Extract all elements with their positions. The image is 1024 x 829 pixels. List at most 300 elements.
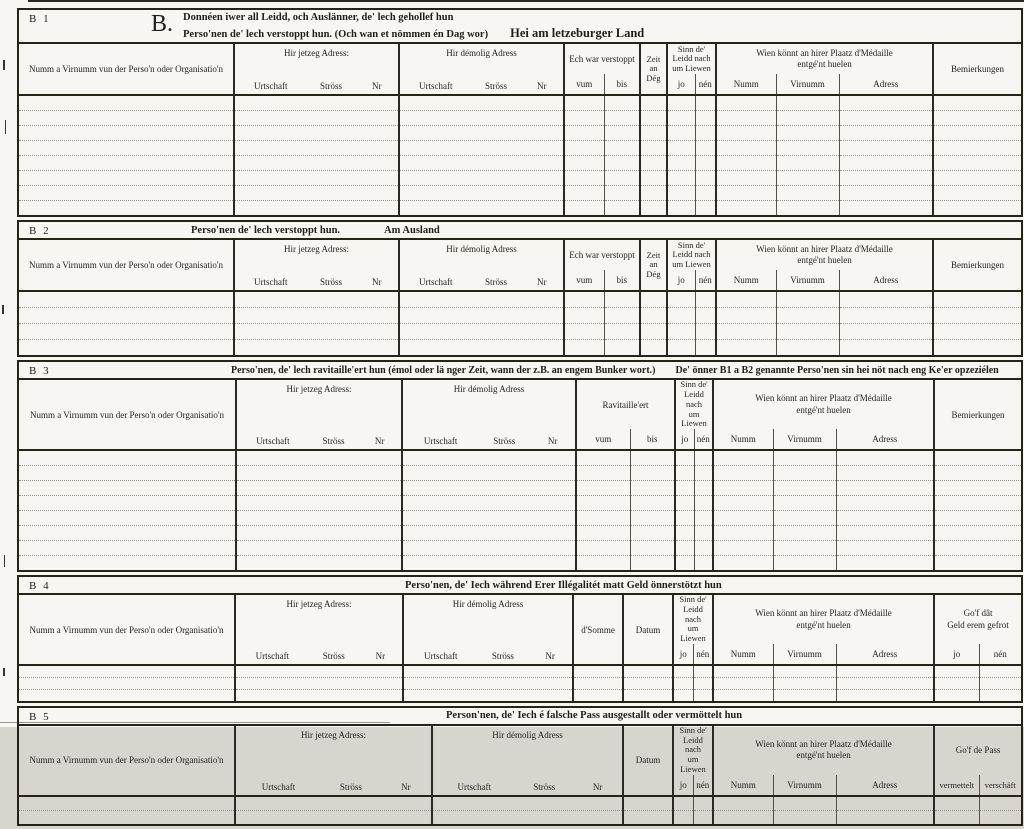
cell-adress (836, 689, 934, 701)
cell-virnumm (773, 677, 836, 689)
empty-form-row (19, 496, 1021, 511)
subcol-urtschaft: Urtschaft (457, 781, 491, 792)
subcol-numm: Numm (713, 429, 773, 450)
cell-name (19, 340, 234, 356)
section-id: B 2 (29, 225, 51, 238)
cell-datum (623, 810, 673, 824)
subcol-bis: bis (604, 270, 640, 291)
cell-bemierkungen (933, 126, 1021, 141)
cell-bemierkungen (934, 526, 1021, 541)
cell-adress (839, 95, 933, 111)
table-b4 (19, 595, 1021, 701)
col-header-demolig-adress: Hir démolig Adress Urtschaft Ströss Nr (432, 726, 623, 796)
cell-bemierkungen (933, 201, 1021, 216)
section-id: B 4 (29, 580, 51, 593)
col-header-zeit-an-deg: Zeit an Dég (640, 240, 667, 291)
col-header-bemierkungen: Bemierkungen (933, 240, 1021, 291)
cell-adress (839, 186, 933, 201)
col-header-sinn-leidd: Sinn de' Leidd nach um Liewen (667, 240, 716, 270)
section-id: B 1 (29, 13, 51, 25)
empty-form-row (19, 111, 1021, 126)
cell-demolig (399, 141, 564, 156)
cell-bis (630, 556, 675, 571)
subcol-nr: Nr (536, 277, 547, 288)
cell-jo (667, 201, 695, 216)
cell-bemierkungen (933, 141, 1021, 156)
cell-jo (675, 556, 694, 571)
col-header-wien-medaille: Wien könnt an hirer Plaatz d'Médaille entgé'nt huelen (713, 595, 934, 644)
cell-jetzeg (234, 126, 399, 141)
table-b5 (19, 726, 1021, 824)
empty-form-row (19, 95, 1021, 111)
cell-name (19, 665, 235, 678)
section-b2 (17, 220, 1023, 357)
cell-bemierkungen (934, 450, 1021, 466)
cell-demolig (399, 340, 564, 356)
cell-numm (716, 156, 776, 171)
cell-bis (604, 141, 640, 156)
cell-name (19, 496, 236, 511)
subcol-nr: Nr (547, 436, 558, 447)
empty-form-row (19, 541, 1021, 556)
cell-bemierkungen (933, 186, 1021, 201)
cell-numm (713, 689, 773, 701)
col-header-demolig-adress: Hir démolig Adress Urtschaft Ströss Nr (402, 380, 576, 450)
cell-nen (695, 186, 716, 201)
cell-vermettelt (934, 810, 979, 824)
col-header-sinn-leidd: Sinn de' Leidd nach um Liewen (675, 380, 713, 429)
margin-mark (3, 60, 5, 70)
subcol-numm: Numm (713, 775, 773, 796)
subcol-virnumm: Virnumm (776, 270, 839, 291)
cell-jetzeg (234, 141, 399, 156)
subcol-gof-jo: jo (934, 644, 979, 665)
subcol-nr: Nr (545, 650, 555, 661)
cell-jetzeg (234, 201, 399, 216)
cell-nen (693, 665, 713, 678)
section-note: Hei am letzeburger Land (510, 25, 645, 40)
cell-adress (839, 126, 933, 141)
col-header-verstoppt: Ech war verstoppt (564, 240, 640, 270)
cell-vum (564, 141, 604, 156)
cell-nen (695, 171, 716, 186)
cell-demolig (399, 156, 564, 171)
cell-bis (604, 308, 640, 324)
cell-bis (604, 324, 640, 340)
cell-jo (673, 689, 693, 701)
cell-gof-jo (934, 677, 979, 689)
cell-jetzeg (236, 541, 402, 556)
cell-nen (695, 126, 716, 141)
cell-jo (675, 511, 694, 526)
subcol-urtschaft: Urtschaft (253, 81, 288, 92)
cell-jo (675, 466, 694, 481)
cell-bis (630, 541, 675, 556)
cell-nen (693, 677, 713, 689)
cell-jo (675, 526, 694, 541)
empty-form-row (19, 665, 1021, 678)
cell-adress (836, 450, 934, 466)
empty-form-row (19, 466, 1021, 481)
cell-adress (836, 677, 934, 689)
cell-somme (573, 677, 623, 689)
demolig-label: Hir démolig Adress (446, 48, 517, 59)
cell-bemierkungen (934, 511, 1021, 526)
section-b1-title (19, 10, 1021, 44)
cell-nen (695, 324, 716, 340)
cell-vum (564, 126, 604, 141)
cell-adress (839, 156, 933, 171)
subcol-stross: Ströss (319, 277, 342, 288)
col-header-zeit-an-deg: Zeit an Dég (640, 44, 667, 95)
cell-numm (713, 796, 773, 811)
col-header-name: Numm a Virnumm vun der Perso'n oder Organisatio'n (28, 260, 224, 271)
cell-jetzeg (235, 665, 403, 678)
cell-numm (713, 526, 773, 541)
subcol-stross: Ströss (493, 436, 516, 447)
section-b1 (17, 8, 1023, 217)
cell-bis (604, 126, 640, 141)
cell-jo (675, 496, 694, 511)
col-header-wien-medaille: Wien könnt an hirer Plaatz d'Médaille entgé'nt huelen (716, 44, 933, 74)
cell-virnumm (773, 481, 836, 496)
col-header-datum: Datum (623, 595, 673, 665)
cell-jetzeg (236, 481, 402, 496)
cell-bemierkungen (933, 340, 1021, 356)
cell-bis (630, 511, 675, 526)
cell-demolig (403, 677, 573, 689)
subcol-vum: vum (564, 74, 604, 95)
col-header-gof-geld: Go'f dât Geld erem gefrot (934, 595, 1021, 644)
subcol-gof-nen: nén (979, 644, 1021, 665)
subcol-jo: jo (667, 74, 695, 95)
col-header-ravitailleert: Ravitaille'ert (576, 380, 675, 429)
empty-form-row (19, 201, 1021, 216)
cell-jo (667, 95, 695, 111)
cell-numm (716, 95, 776, 111)
table-b1 (19, 44, 1021, 215)
cell-jetzeg (235, 810, 432, 824)
cell-virnumm (776, 324, 839, 340)
subcol-virnumm: Virnumm (773, 644, 836, 665)
section-b2-title (19, 222, 1021, 240)
col-header-sinn-leidd: Sinn de' Leidd nach um Liewen (673, 726, 713, 775)
section-title-text: Perso'nen, de' lech ravitaille'ert hun (émol oder lä nger Zeit, wann der z.B. an engem Bunker wort.) (231, 364, 656, 376)
cell-name (19, 689, 235, 701)
cell-bemierkungen (933, 324, 1021, 340)
subcol-adress: Adress (836, 429, 934, 450)
cell-name (19, 111, 234, 126)
cell-adress (836, 810, 934, 824)
cell-numm (713, 665, 773, 678)
cell-vermettelt (934, 796, 979, 811)
cell-vum (576, 511, 630, 526)
col-header-wien-medaille: Wien könnt an hirer Plaatz d'Médaille entgé'nt huelen (716, 240, 933, 270)
cell-name (19, 156, 234, 171)
cell-name (19, 291, 234, 308)
cell-name (19, 481, 236, 496)
empty-form-row (19, 677, 1021, 689)
cell-bis (630, 466, 675, 481)
cell-nen (694, 450, 713, 466)
cell-demolig (399, 291, 564, 308)
cell-numm (713, 496, 773, 511)
empty-form-row (19, 450, 1021, 466)
subcol-nen: nén (695, 74, 716, 95)
empty-form-row (19, 324, 1021, 340)
cell-bemierkungen (934, 481, 1021, 496)
subcol-vum: vum (564, 270, 604, 291)
cell-demolig (399, 171, 564, 186)
cell-name (19, 556, 236, 571)
cell-bis (630, 450, 675, 466)
cell-vum (576, 450, 630, 466)
col-header-gof-pass: Go'f de Pass (934, 726, 1021, 775)
cell-jetzeg (236, 526, 402, 541)
subcol-numm: Numm (716, 270, 776, 291)
cell-adress (836, 665, 934, 678)
cell-somme (573, 689, 623, 701)
cell-virnumm (776, 111, 839, 126)
cell-demolig (399, 324, 564, 340)
subcol-nr: Nr (374, 436, 385, 447)
cell-jetzeg (236, 556, 402, 571)
cell-jo (673, 665, 693, 678)
subcol-numm: Numm (713, 644, 773, 665)
subcol-urtschaft: Urtschaft (418, 277, 453, 288)
cell-demolig (403, 689, 573, 701)
empty-form-row (19, 126, 1021, 141)
cell-name (19, 141, 234, 156)
cell-jo (667, 291, 695, 308)
section-title-text: Perso'nen, de' Iech während Erer Illégalitét matt Geld önnerstötzt hun (405, 579, 722, 591)
cell-vum (564, 340, 604, 356)
col-header-demolig-adress (399, 44, 564, 95)
cell-bemierkungen (934, 466, 1021, 481)
cell-adress (836, 541, 934, 556)
cell-jo (667, 186, 695, 201)
col-header-sinn-leidd: Sinn de' Leidd nach um Liewen (667, 44, 716, 74)
cell-demolig (399, 186, 564, 201)
cell-vum (564, 171, 604, 186)
cell-nen (694, 556, 713, 571)
cell-zeit (640, 324, 667, 340)
cell-bis (604, 111, 640, 126)
cell-gof-nen (979, 665, 1021, 678)
cell-jetzeg (234, 186, 399, 201)
cell-bis (604, 340, 640, 356)
cell-jo (673, 677, 693, 689)
section-b5-title (19, 708, 1021, 726)
subcol-nen: nén (693, 644, 713, 665)
cell-zeit (640, 156, 667, 171)
cell-virnumm (773, 796, 836, 811)
subcol-urtschaft: Urtschaft (423, 436, 458, 447)
cell-nen (695, 291, 716, 308)
empty-form-row (19, 340, 1021, 356)
cell-numm (713, 466, 773, 481)
cell-name (19, 526, 236, 541)
cell-name (19, 511, 236, 526)
cell-virnumm (773, 556, 836, 571)
cell-nen (695, 95, 716, 111)
cell-demolig (402, 541, 576, 556)
cell-datum (623, 689, 673, 701)
cell-zeit (640, 126, 667, 141)
cell-virnumm (776, 171, 839, 186)
cell-jetzeg (235, 677, 403, 689)
cell-numm (716, 324, 776, 340)
cell-adress (839, 111, 933, 126)
subcol-stross: Ströss (491, 650, 514, 661)
cell-jetzeg (235, 796, 432, 811)
cell-name (19, 450, 236, 466)
cell-jo (673, 810, 693, 824)
cell-nen (695, 141, 716, 156)
cell-demolig (399, 308, 564, 324)
cell-jo (667, 141, 695, 156)
cell-jetzeg (234, 340, 399, 356)
subcol-nen: nén (695, 270, 716, 291)
cell-virnumm (776, 186, 839, 201)
cell-numm (716, 141, 776, 156)
subcol-stross: Ströss (319, 81, 342, 92)
cell-jetzeg (236, 496, 402, 511)
cell-jetzeg (234, 291, 399, 308)
cell-virnumm (773, 496, 836, 511)
cell-vum (564, 308, 604, 324)
cell-bemierkungen (933, 95, 1021, 111)
subcol-stross: Ströss (484, 81, 507, 92)
subcol-nen: nén (694, 429, 713, 450)
subcol-stross: Ströss (339, 781, 362, 792)
section-b5 (17, 706, 1023, 826)
cell-jetzeg (234, 111, 399, 126)
cell-adress (836, 556, 934, 571)
cell-zeit (640, 186, 667, 201)
subcol-virnumm: Virnumm (776, 74, 839, 95)
cell-numm (713, 677, 773, 689)
cell-numm (713, 810, 773, 824)
cell-virnumm (776, 201, 839, 216)
subcol-stross: Ströss (533, 781, 556, 792)
cell-numm (716, 291, 776, 308)
cell-bis (604, 171, 640, 186)
subcol-urtschaft: Urtschaft (253, 277, 288, 288)
cell-jetzeg (234, 156, 399, 171)
cell-bemierkungen (934, 496, 1021, 511)
cell-nen (695, 111, 716, 126)
cell-numm (716, 126, 776, 141)
cell-virnumm (773, 526, 836, 541)
cell-adress (836, 526, 934, 541)
cell-demolig (403, 665, 573, 678)
subcol-urtschaft: Urtschaft (424, 650, 458, 661)
cell-zeit (640, 95, 667, 111)
cell-name (19, 308, 234, 324)
col-header-bemierkungen: Bemierkungen (933, 44, 1021, 95)
subcol-adress: Adress (839, 270, 933, 291)
cell-numm (716, 201, 776, 216)
section-id: B 3 (29, 365, 51, 378)
cell-bis (630, 496, 675, 511)
cell-name (19, 796, 235, 811)
cell-adress (836, 796, 934, 811)
cell-zeit (640, 111, 667, 126)
cell-adress (839, 340, 933, 356)
empty-form-row (19, 689, 1021, 701)
subcol-bis: bis (604, 74, 640, 95)
cell-jo (675, 541, 694, 556)
cell-nen (694, 496, 713, 511)
cell-adress (836, 481, 934, 496)
cell-jo (667, 324, 695, 340)
cell-virnumm (773, 541, 836, 556)
cell-nen (693, 796, 713, 811)
cell-jetzeg (234, 171, 399, 186)
cell-demolig (432, 810, 623, 824)
subcol-jo: jo (667, 270, 695, 291)
cell-name (19, 541, 236, 556)
cell-vum (576, 466, 630, 481)
col-header-name: Numm a Virnumm vun der Perso'n oder Organisatio'n (28, 64, 224, 75)
cell-bis (604, 156, 640, 171)
cell-bemierkungen (933, 111, 1021, 126)
cell-vum (564, 95, 604, 111)
cell-jetzeg (235, 689, 403, 701)
cell-bis (604, 95, 640, 111)
section-title-text2: De' önner B1 a B2 genannte Perso'nen sin hei nöt nach eng Ke'er opzeziélen (675, 364, 999, 376)
subcol-adress: Adress (836, 775, 934, 796)
cell-virnumm (776, 291, 839, 308)
cell-virnumm (773, 810, 836, 824)
section-big-letter: B. (151, 11, 174, 37)
col-header-wien-medaille: Wien könnt an hirer Plaatz d'Médaille entgé'nt huelen (713, 726, 934, 775)
cell-vum (576, 556, 630, 571)
subcol-bis: bis (630, 429, 675, 450)
cell-numm (716, 171, 776, 186)
col-header-name: Numm a Virnumm vun der Perso'n oder Organisatio'n (29, 755, 224, 766)
empty-form-row (19, 141, 1021, 156)
cell-bis (604, 201, 640, 216)
col-header-name: Numm a Virnumm vun der Perso'n oder Organisatio'n (29, 624, 224, 635)
cell-jo (667, 340, 695, 356)
empty-form-row (19, 156, 1021, 171)
cell-jo (667, 126, 695, 141)
empty-form-row (19, 291, 1021, 308)
cell-nen (695, 340, 716, 356)
cell-nen (694, 481, 713, 496)
subcol-adress: Adress (839, 74, 933, 95)
cell-vum (564, 201, 604, 216)
cell-virnumm (773, 450, 836, 466)
subcol-vum: vum (576, 429, 630, 450)
section-b4-title (19, 577, 1021, 595)
col-header-demolig-adress: Hir démolig Adress Urtschaft Ströss Nr (403, 595, 573, 665)
subcol-numm: Numm (716, 74, 776, 95)
cell-numm (713, 450, 773, 466)
cell-zeit (640, 201, 667, 216)
cell-jo (667, 171, 695, 186)
cell-jo (673, 796, 693, 811)
empty-form-row (19, 556, 1021, 571)
table-b2 (19, 240, 1021, 355)
cell-nen (694, 541, 713, 556)
cell-adress (839, 308, 933, 324)
cell-virnumm (776, 340, 839, 356)
cell-bis (604, 186, 640, 201)
subcol-urtschaft: Urtschaft (256, 436, 290, 447)
